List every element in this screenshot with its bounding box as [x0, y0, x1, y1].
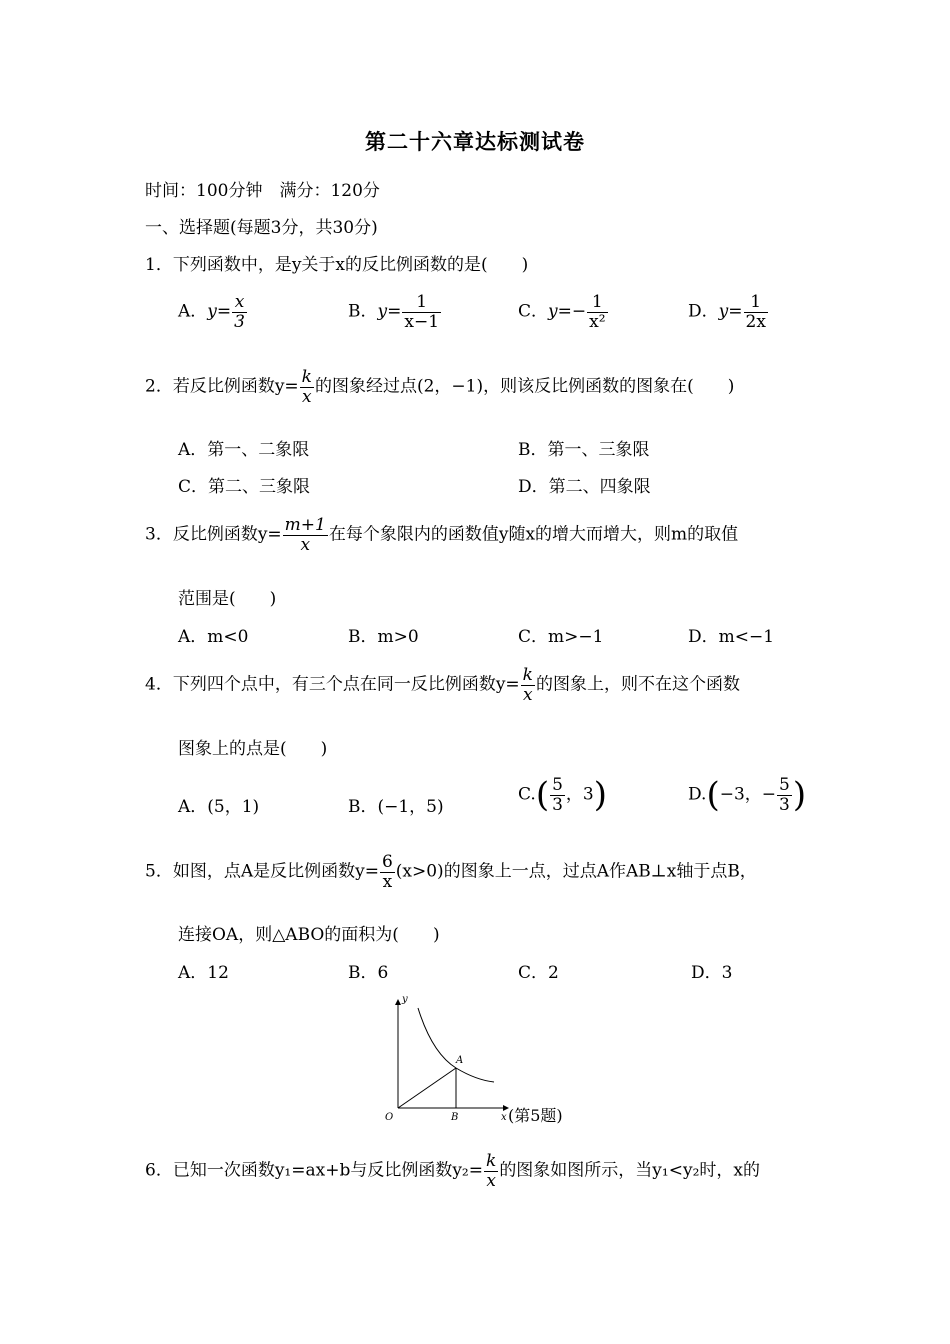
q5-option-c: C．2 — [518, 963, 559, 983]
page-title: 第二十六章达标测试卷 — [365, 129, 585, 154]
question-5-stem: 5．如图，点A是反比例函数y= $\frac{6}{x}$ (x>0)的图象上一点，过点A作AB⊥x轴于点B， — [145, 852, 757, 892]
q4-option-b: B．(−1，5) — [348, 797, 444, 817]
segment-oa — [398, 1068, 456, 1108]
point-a-label: A — [456, 1055, 464, 1066]
question-4-line2: 图象上的点是( ) — [178, 739, 328, 759]
question-5-line2: 连接OA，则△ABO的面积为( ) — [178, 925, 440, 945]
q2-option-c: C．第二、三象限 — [178, 477, 311, 497]
section-heading: 一、选择题(每题3分，共30分) — [145, 218, 378, 238]
figure-caption: (第5题) — [508, 1106, 563, 1125]
q5-option-a: A．12 — [178, 963, 229, 983]
question-3-stem: 3．反比例函数y= $\frac{m+1}{x}$ 在每个象限内的函数值y随x的增大而增大，则m的取值 — [145, 515, 739, 555]
q1-option-c: C．y=− $\frac{1}{\text{x²}}$ — [518, 292, 606, 332]
q3-option-d: D．m<−1 — [688, 627, 775, 647]
q4-option-a: A．(5，1) — [178, 797, 260, 817]
point-b-label: B — [451, 1112, 459, 1123]
q2-option-a: A．第一、二象限 — [178, 440, 310, 460]
q4-option-c: C.( $\frac{5}{3}$ ，3) — [518, 775, 607, 816]
q5-figure — [380, 988, 580, 1133]
origin-label: O — [385, 1112, 394, 1123]
q2-option-b: B．第一、三象限 — [518, 440, 650, 460]
q5-option-b: B．6 — [348, 963, 389, 983]
q1-option-b: B．y= $\frac{1}{x-1}$ — [348, 292, 440, 332]
x-axis-label: x — [501, 1112, 507, 1123]
q4-option-d: D.(−3，− $\frac{5}{3}$ ) — [688, 775, 807, 816]
question-6-stem: 6．已知一次函数y₁=ax+b与反比例函数y₂= $\frac{k}{x}$ 的图象如图所示，当y₁<y₂时，x的 — [145, 1151, 760, 1191]
y-axis-label: y — [402, 994, 408, 1005]
q5-graph — [380, 988, 580, 1128]
question-3-line2: 范围是( ) — [178, 589, 277, 609]
q3-option-a: A．m<0 — [178, 627, 249, 647]
q5-option-d: D．3 — [691, 963, 733, 983]
q3-option-b: B．m>0 — [348, 627, 419, 647]
q1-option-a: A．y= $\frac{x}{3}$ — [178, 292, 245, 332]
q1-option-d: D．y= $\frac{1}{2x}$ — [688, 292, 766, 332]
q3-option-c: C．m>−1 — [518, 627, 604, 647]
question-4-stem: 4．下列四个点中，有三个点在同一反比例函数y= $\frac{k}{x}$ 的图象上，则不在这个函数 — [145, 665, 740, 705]
exam-meta: 时间：100分钟 满分：120分 — [145, 181, 380, 201]
q2-option-d: D．第二、四象限 — [518, 477, 651, 497]
question-2-stem: 2．若反比例函数y= $\frac{k}{x}$ 的图象经过点(2，−1)，则该反比例函数的图象在( ) — [145, 367, 735, 407]
question-1-stem: 1．下列函数中，是y关于x的反比例函数的是( ) — [145, 255, 529, 275]
